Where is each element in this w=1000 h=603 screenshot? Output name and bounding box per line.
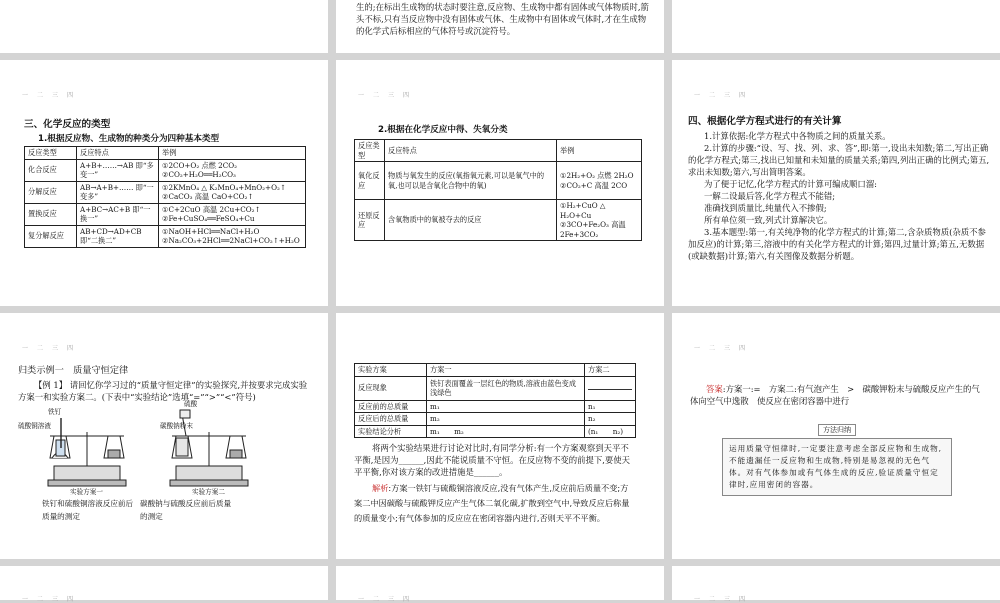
paragraph: 一解二设最后答,化学方程式不能错;: [704, 191, 836, 201]
nav-tabs: 一 二 三 四: [22, 596, 75, 603]
apparatus-label: 硫酸: [184, 400, 198, 408]
paragraph: 2.计算的步骤:“设、写、找、列、求、答”,即:第一,设出未知数;第二,写出正确的化学方程式;第三,找出已知量和未知量的质量关系;第四,列出正确的比例式;第五,求出未知数;第六,写出简明答案。: [688, 143, 990, 177]
slide-bottom-center[interactable]: [336, 566, 664, 603]
table-row: 氧化反应 物质与氧发生的反应(氧指氧元素,可以是氧气中的氧,也可以是含氧化合物中的氧) ①2H₂+O₂ 点燃 2H₂O ②CO₂+C 高温 2CO: [355, 162, 642, 200]
slide-top-center[interactable]: [336, 0, 664, 53]
oxidation-table: 反应类型 反应特点 举例 氧化反应 物质与氧发生的反应(氧指氧元素,可以是氧气中的氧,也可以是含氧化合物中的氧) ①2H₂+O₂ 点燃 2H₂O ②CO₂+C 高温 2CO 还原反应 含氧物质中的氧被夺去的反应 ①H₂+CuO △ H₂O+Cu ②3CO+Fe₂O₃ 高温 2Fe+3CO₂: [354, 139, 642, 241]
experiment-table: 实验方案 方案一 方案二 反应现象 铁钉表面覆盖一层红色的物质,溶液由蓝色变成浅绿色 反应前的总质量 m₁ n₁ 反应后的总质量 m₂ n₂ 实验结论分析 m₁ m₂ (n₁ n₂): [354, 363, 636, 438]
discussion-text: 将两个实验结果进行讨论对比时,有同学分析:有一个方案观察到天平不平衡,是因为______,因此不能说质量不守恒。在反应物不变的前提下,要使天平平衡,你对该方案的改进措施是______。: [354, 443, 630, 477]
paragraph: 1.计算依据:化学方程式中各物质之间的质量关系。: [704, 131, 891, 141]
table-row: 反应前的总质量 m₁ n₁: [355, 400, 636, 413]
method-box: 运用质量守恒律时,一定要注意考虑全部反应物和生成物,不能遗漏任一反应物和生成物,特别是易忽视的无色气体。对有气体参加或有气体生成的反应,验证质量守恒定律时,应用密闭的容器。: [722, 438, 952, 496]
paragraph: 所有单位须一致,列式计算解决它。: [704, 215, 833, 225]
slide-text: 生的;在标出生成物的状态时要注意,反应物、生成物中都有固体或气体物质时,箭头不标,只有当反应物中没有固体或气体、生成物中有固体或气体时,才在生成物的化学式后标相应的气体符号或沉淀符号。: [356, 2, 649, 36]
apparatus-label: 硫酸铜溶液: [18, 422, 51, 430]
table-row: 复分解反应 AB+CD→AD+CB 即“二换二” ①NaOH+HCl══NaCl+H₂O ②Na₂CO₃+2HCl══2NaCl+CO₂↑+H₂O: [25, 225, 306, 247]
table-row: 反应后的总质量 m₂ n₂: [355, 413, 636, 426]
answer-text: 答案:方案一:= 方案二:有气泡产生 > 碳酸钾粉末与硫酸反应产生的气体向空气中逸散 使反应在密闭容器中进行: [690, 384, 980, 406]
example-heading: 归类示例一 质量守恒定律: [18, 365, 129, 376]
nav-tabs: 一 二 三 四: [22, 92, 75, 99]
slide-top-left[interactable]: [0, 0, 328, 53]
analysis-text: 解析:方案一铁钉与硫酸铜溶液反应,没有气体产生,反应前后质量不变;方案二中因碳酸与硫酸钾反应产生气体二氧化碳,扩散到空气中,导致反应后称量的质量变小;有气体参加的反应应在密闭容器内进行,否则天平不平衡。: [354, 483, 630, 523]
paragraph: 准确找到质量比,纯量代入不掺假;: [704, 203, 827, 213]
slide-bottom-left[interactable]: [0, 566, 328, 603]
table-row: 反应现象 铁钉表面覆盖一层红色的物质,溶液由蓝色变成浅绿色: [355, 376, 636, 400]
caption-plan-1: 铁钉和硫酸铜溶液反应前后质量的测定: [42, 499, 134, 521]
table-row: 还原反应 含氧物质中的氧被夺去的反应 ①H₂+CuO △ H₂O+Cu ②3CO+Fe₂O₃ 高温 2Fe+3CO₂: [355, 200, 642, 241]
slide-answer[interactable]: [672, 313, 1000, 559]
caption-plan-2: 碳酸钠与硫酸反应前后质量的测定: [140, 499, 232, 521]
paragraph: 3.基本题型:第一,有关纯净物的化学方程式的计算;第二,含杂质物质(杂质不参加反应)的计算;第三,溶液中的有关化学方程式的计算;第四,过量计算;第五,无数据(或缺数据)计算;第六,有关图像及数据分析题。: [688, 227, 986, 261]
lab-apparatus-illustration: [14, 396, 254, 496]
nav-tabs: 一 二 三 四: [22, 345, 75, 352]
nav-tabs: 一 二 三 四: [358, 596, 411, 603]
slide-oxidation-reduction[interactable]: [336, 60, 664, 306]
slide-example-1-table[interactable]: [336, 313, 664, 559]
answer-blank[interactable]: [588, 383, 632, 390]
slide-top-right[interactable]: [672, 0, 1000, 53]
question-text: 【例 1】 请回忆你学习过的“质量守恒定律”的实验探究,并按要求完成实验方案一和实验方案二。(下表中“实验结论”选填“=”“>”“<”符号): [18, 380, 308, 402]
table-row: 化合反应 A+B+……→AB 即“多变一” ①2CO+O₂ 点燃 2CO₂ ②CO₂+H₂O══H₂CO₃: [25, 159, 306, 181]
slide-bottom-right[interactable]: [672, 566, 1000, 603]
nav-tabs: 一 二 三 四: [694, 596, 747, 603]
paragraph: 为了便于记忆,化学方程式的计算可编成顺口溜:: [704, 179, 877, 189]
slide-calculation[interactable]: [672, 60, 1000, 306]
apparatus-caption: 实验方案二: [192, 488, 225, 496]
slide-reaction-types[interactable]: [0, 60, 328, 306]
section-title: 四、根据化学方程式进行的有关计算: [688, 116, 842, 127]
table-row: 分解反应 AB→A+B+…… 即“一变多” ①2KMnO₄ △ K₂MnO₄+MnO₂+O₂↑ ②CaCO₃ 高温 CaO+CO₂↑: [25, 181, 306, 203]
nav-tabs: 一 二 三 四: [694, 92, 747, 99]
nav-tabs: 一 二 三 四: [358, 92, 411, 99]
method-summary: [722, 417, 952, 496]
apparatus-label: 碳酸钠粉末: [160, 422, 193, 430]
apparatus-caption: 实验方案一: [70, 488, 103, 496]
section-title: 三、化学反应的类型: [24, 119, 111, 130]
apparatus-label: 铁钉: [48, 408, 62, 416]
section-subtitle: 2.根据在化学反应中得、失氧分类: [378, 125, 508, 135]
reaction-type-table: 反应类型 反应特点 举例 化合反应 A+B+……→AB 即“多变一” ①2CO+O₂ 点燃 2CO₂ ②CO₂+H₂O══H₂CO₃ 分解反应 AB→A+B+…… 即“一变多” ①2KMnO₄ △ K₂MnO₄+MnO₂+O₂↑ ②CaCO₃ 高温 CaO+CO₂↑ 置换反应 A+BC→AC+B 即“一换一” ①C+2CuO 高温 2Cu+CO₂↑ ②Fe+CuSO₄══FeSO₄+Cu 复分解反应 AB+CD→AD+CB 即“二换二” ①NaOH+HCl══NaCl+H₂O ②Na₂CO₃+2HCl══2NaCl+CO₂↑+H₂O: [24, 146, 306, 248]
table-row: 置换反应 A+BC→AC+B 即“一换一” ①C+2CuO 高温 2Cu+CO₂↑ ②Fe+CuSO₄══FeSO₄+Cu: [25, 203, 306, 225]
section-subtitle: 1.根据反应物、生成物的种类分为四种基本类型: [38, 134, 220, 144]
slide-example-1[interactable]: [0, 313, 328, 559]
method-tag: 方法归纳: [818, 424, 856, 436]
nav-tabs: 一 二 三 四: [694, 345, 747, 352]
table-row: 实验结论分析 m₁ m₂ (n₁ n₂): [355, 425, 636, 438]
